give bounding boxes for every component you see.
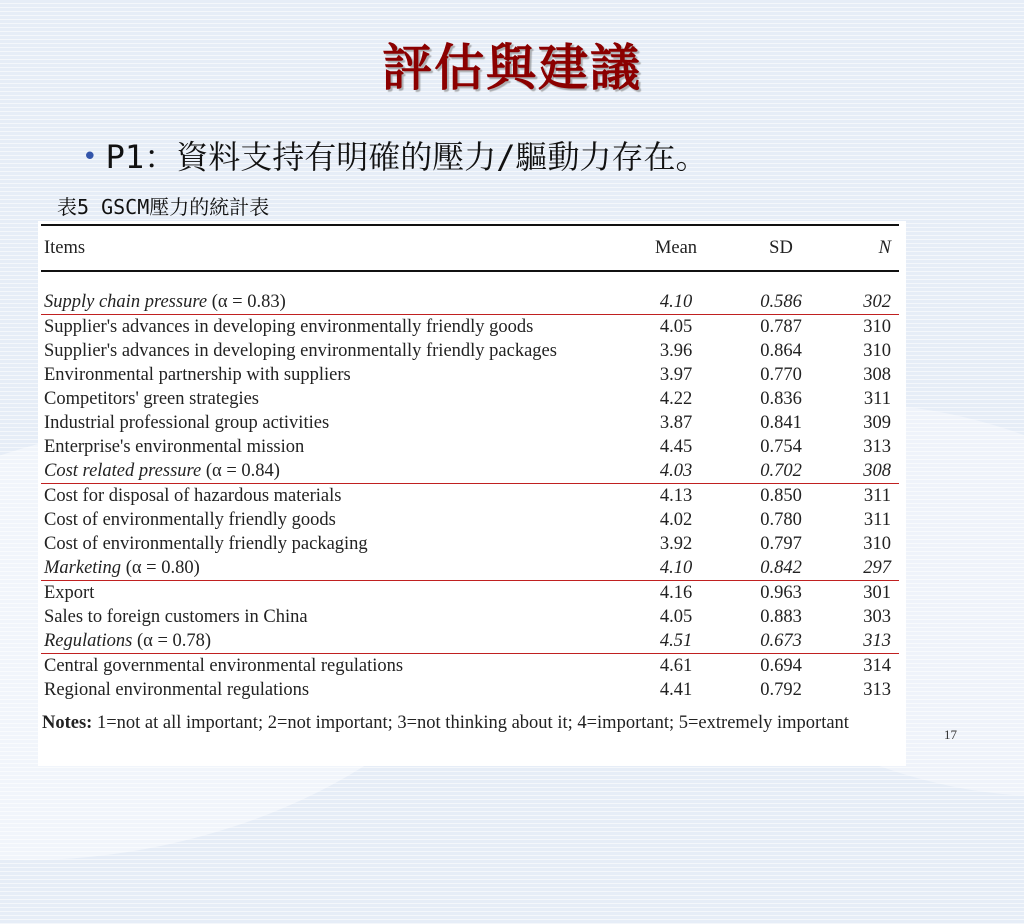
notes-text: 1=not at all important; 2=not important; 3=not thinking about it; 4=important; 5=extremely important bbox=[92, 713, 849, 733]
group-alpha: (α = 0.83) bbox=[211, 292, 286, 312]
item-cell: Supplier's advances in developing environmentally friendly packages bbox=[44, 341, 557, 361]
table-notes bbox=[42, 711, 902, 735]
table-row bbox=[41, 363, 899, 387]
column-header-n: N bbox=[821, 225, 899, 271]
item-cell: Central governmental environmental regulations bbox=[44, 656, 404, 676]
item-cell: Supplier's advances in developing environmentally friendly goods bbox=[44, 317, 534, 337]
group-mean-cell: 4.03 bbox=[641, 459, 711, 484]
group-name-cell bbox=[41, 556, 641, 581]
group-mean-cell: 4.10 bbox=[641, 556, 711, 581]
mean-cell: 4.05 bbox=[659, 607, 693, 627]
group-mean-cell: 4.10 bbox=[641, 290, 711, 315]
group-name: Regulations bbox=[44, 631, 133, 651]
sd-cell: 0.836 bbox=[760, 389, 802, 409]
sd-cell: 0.841 bbox=[760, 413, 802, 433]
table-row bbox=[41, 435, 899, 459]
n-cell: 310 bbox=[863, 534, 891, 554]
group-name-cell bbox=[41, 629, 641, 654]
n-cell: 301 bbox=[863, 583, 891, 603]
mean-cell: 4.22 bbox=[659, 389, 693, 409]
sd-cell: 0.770 bbox=[760, 365, 802, 385]
bullet-icon: • bbox=[82, 142, 98, 172]
group-name: Supply chain pressure bbox=[44, 292, 208, 312]
sd-cell: 0.787 bbox=[760, 317, 802, 337]
group-sd-cell: 0.673 bbox=[711, 629, 821, 654]
table-group-row bbox=[41, 556, 899, 581]
mean-cell: 4.61 bbox=[659, 656, 693, 676]
item-cell: Cost of environmentally friendly packaging bbox=[44, 534, 368, 554]
group-alpha: (α = 0.78) bbox=[137, 631, 212, 651]
group-name: Marketing bbox=[44, 558, 122, 578]
mean-cell: 3.96 bbox=[659, 341, 693, 361]
n-cell: 313 bbox=[863, 437, 891, 457]
column-header-sd: SD bbox=[711, 225, 821, 271]
n-cell: 314 bbox=[863, 656, 891, 676]
table-header-row bbox=[41, 225, 899, 271]
notes-label: Notes: bbox=[42, 713, 93, 733]
group-alpha: (α = 0.80) bbox=[125, 558, 200, 578]
group-name-cell bbox=[41, 290, 641, 315]
table-row bbox=[41, 678, 899, 702]
table-body bbox=[41, 271, 899, 702]
sd-cell: 0.754 bbox=[760, 437, 802, 457]
n-cell: 311 bbox=[863, 510, 891, 530]
item-cell: Cost of environmentally friendly goods bbox=[44, 510, 336, 530]
item-cell: Enterprise's environmental mission bbox=[44, 437, 305, 457]
item-cell: Industrial professional group activities bbox=[44, 413, 330, 433]
group-mean-cell: 4.51 bbox=[641, 629, 711, 654]
item-cell: Environmental partnership with suppliers bbox=[44, 365, 351, 385]
group-n-cell: 308 bbox=[821, 459, 899, 484]
n-cell: 311 bbox=[863, 486, 891, 506]
table-row bbox=[41, 605, 899, 629]
table-row bbox=[41, 581, 899, 606]
n-cell: 310 bbox=[863, 317, 891, 337]
group-n-cell: 297 bbox=[821, 556, 899, 581]
table-row bbox=[41, 508, 899, 532]
mean-cell: 3.92 bbox=[659, 534, 693, 554]
item-cell: Cost for disposal of hazardous materials bbox=[44, 486, 342, 506]
sd-cell: 0.797 bbox=[760, 534, 802, 554]
table-group-row bbox=[41, 459, 899, 484]
n-cell: 308 bbox=[863, 365, 891, 385]
sd-cell: 0.792 bbox=[760, 680, 802, 700]
mean-cell: 4.02 bbox=[659, 510, 693, 530]
slide-title: 評估與建議 bbox=[382, 38, 642, 97]
group-name-cell bbox=[41, 459, 641, 484]
statistics-table bbox=[41, 224, 899, 702]
item-cell: Export bbox=[44, 583, 95, 603]
table-caption: 表5 GSCM壓力的統計表 bbox=[57, 195, 270, 219]
group-n-cell: 302 bbox=[821, 290, 899, 315]
column-header-items: Items bbox=[41, 225, 641, 271]
sd-cell: 0.850 bbox=[760, 486, 802, 506]
mean-cell: 4.05 bbox=[659, 317, 693, 337]
table-spacer bbox=[41, 271, 899, 290]
group-name: Cost related pressure bbox=[44, 461, 202, 481]
group-sd-cell: 0.842 bbox=[711, 556, 821, 581]
mean-cell: 4.16 bbox=[659, 583, 693, 603]
sd-cell: 0.864 bbox=[760, 341, 802, 361]
item-cell: Sales to foreign customers in China bbox=[44, 607, 308, 627]
mean-cell: 4.41 bbox=[659, 680, 693, 700]
sd-cell: 0.780 bbox=[760, 510, 802, 530]
table-row bbox=[41, 387, 899, 411]
table-row bbox=[41, 532, 899, 556]
n-cell: 311 bbox=[863, 389, 891, 409]
table-row bbox=[41, 411, 899, 435]
slide-number: 17 bbox=[944, 727, 957, 742]
group-n-cell: 313 bbox=[821, 629, 899, 654]
n-cell: 313 bbox=[863, 680, 891, 700]
mean-cell: 3.87 bbox=[659, 413, 693, 433]
n-cell: 303 bbox=[863, 607, 891, 627]
mean-cell: 4.13 bbox=[659, 486, 693, 506]
table-row bbox=[41, 654, 899, 679]
table-group-row bbox=[41, 290, 899, 315]
sd-cell: 0.694 bbox=[760, 656, 802, 676]
group-alpha: (α = 0.84) bbox=[205, 461, 280, 481]
table-group-row bbox=[41, 629, 899, 654]
mean-cell: 3.97 bbox=[659, 365, 693, 385]
mean-cell: 4.45 bbox=[659, 437, 693, 457]
column-header-mean: Mean bbox=[641, 225, 711, 271]
group-sd-cell: 0.702 bbox=[711, 459, 821, 484]
bullet-point bbox=[82, 132, 707, 178]
n-cell: 310 bbox=[863, 341, 891, 361]
bullet-text: P1：資料支持有明確的壓力/驅動力存在。 bbox=[105, 138, 708, 176]
group-sd-cell: 0.586 bbox=[711, 290, 821, 315]
sd-cell: 0.883 bbox=[760, 607, 802, 627]
statistics-table-panel bbox=[38, 221, 906, 766]
table-row bbox=[41, 315, 899, 340]
table-row bbox=[41, 339, 899, 363]
table-row bbox=[41, 484, 899, 509]
sd-cell: 0.963 bbox=[760, 583, 802, 603]
item-cell: Competitors' green strategies bbox=[44, 389, 259, 409]
item-cell: Regional environmental regulations bbox=[44, 680, 310, 700]
n-cell: 309 bbox=[863, 413, 891, 433]
